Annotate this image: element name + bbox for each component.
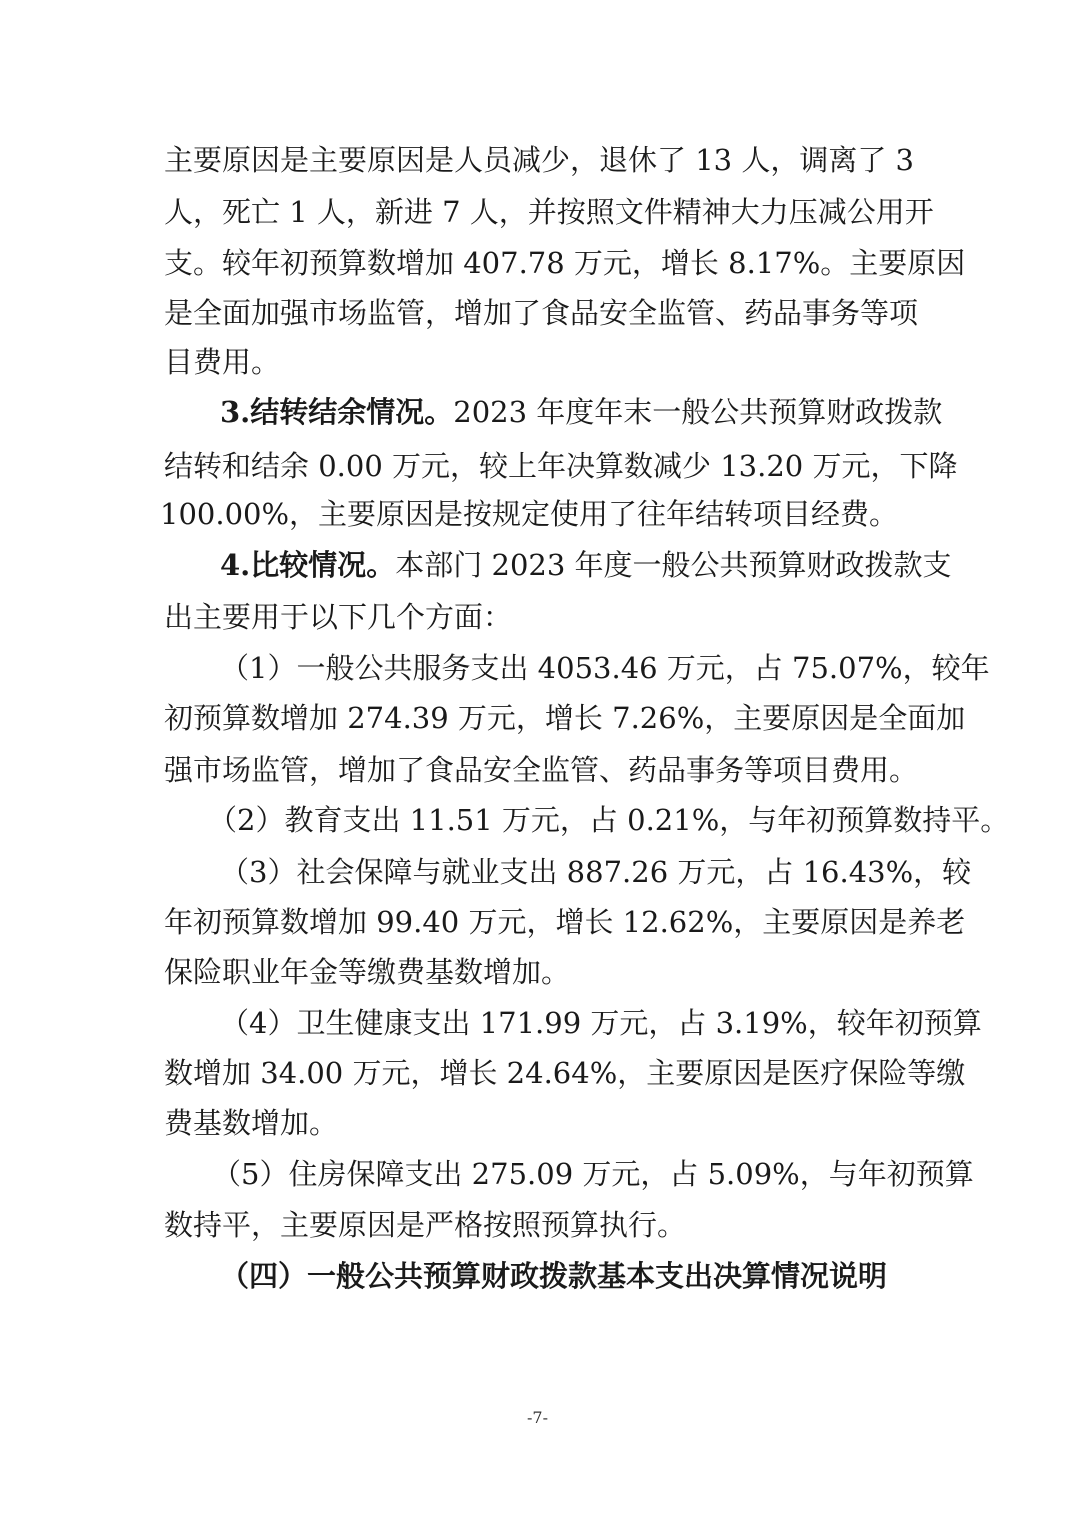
paragraph-text: 2023 年度年末一般公共预算财政拨款 [453,395,943,429]
paragraph-line: 费基数增加。 [164,1106,339,1140]
section-4-paragraph [220,545,952,585]
paragraph-line: （4）卫生健康支出 171.99 万元，占 3.19%，较年初预算 [220,1006,982,1040]
section-3-paragraph [220,392,943,432]
paragraph-line: 数增加 34.00 万元，增长 24.64%，主要原因是医疗保险等缴 [164,1056,966,1090]
paragraph-line: 强市场监管，增加了食品安全监管、药品事务等项目费用。 [164,753,919,787]
paragraph-line: 人，死亡 1 人，新进 7 人，并按照文件精神大力压减公用开 [164,195,934,229]
section-heading: （四）一般公共预算财政拨款基本支出决算情况说明 [220,1259,888,1293]
paragraph-text: 本部门 2023 年度一般公共预算财政拨款支 [395,548,952,582]
paragraph-line: （5）住房保障支出 275.09 万元，占 5.09%，与年初预算 [212,1157,974,1191]
section-heading: 3.结转结余情况。 [220,395,454,429]
paragraph-line: 目费用。 [164,345,281,379]
paragraph-line: 结转和结余 0.00 万元，较上年决算数减少 13.20 万元，下降 [164,449,958,483]
paragraph-line: 保险职业年金等缴费基数增加。 [164,955,571,989]
paragraph-line: 是全面加强市场监管，增加了食品安全监管、药品事务等项 [164,296,919,330]
paragraph-line: 主要原因是主要原因是人员减少，退休了 13 人，调离了 3 [164,143,915,177]
paragraph-line: 支。较年初预算数增加 407.78 万元，增长 8.17%。主要原因 [164,246,966,280]
paragraph-line: 年初预算数增加 99.40 万元，增长 12.62%，主要原因是养老 [164,905,966,939]
section-heading: 4.比较情况。 [220,548,396,582]
paragraph-line: （3）社会保障与就业支出 887.26 万元，占 16.43%，较 [220,855,972,889]
paragraph-line: （1）一般公共服务支出 4053.46 万元，占 75.07%，较年 [220,651,990,685]
paragraph-line: 100.00%，主要原因是按规定使用了往年结转项目经费。 [160,497,899,531]
paragraph-line: （2）教育支出 11.51 万元，占 0.21%，与年初预算数持平。 [208,803,1010,837]
paragraph-line: 初预算数增加 274.39 万元，增长 7.26%，主要原因是全面加 [164,701,966,735]
paragraph-line: 出主要用于以下几个方面： [164,600,513,634]
paragraph-line: 数持平，主要原因是严格按照预算执行。 [164,1208,687,1242]
page-number: -7- [527,1408,548,1427]
